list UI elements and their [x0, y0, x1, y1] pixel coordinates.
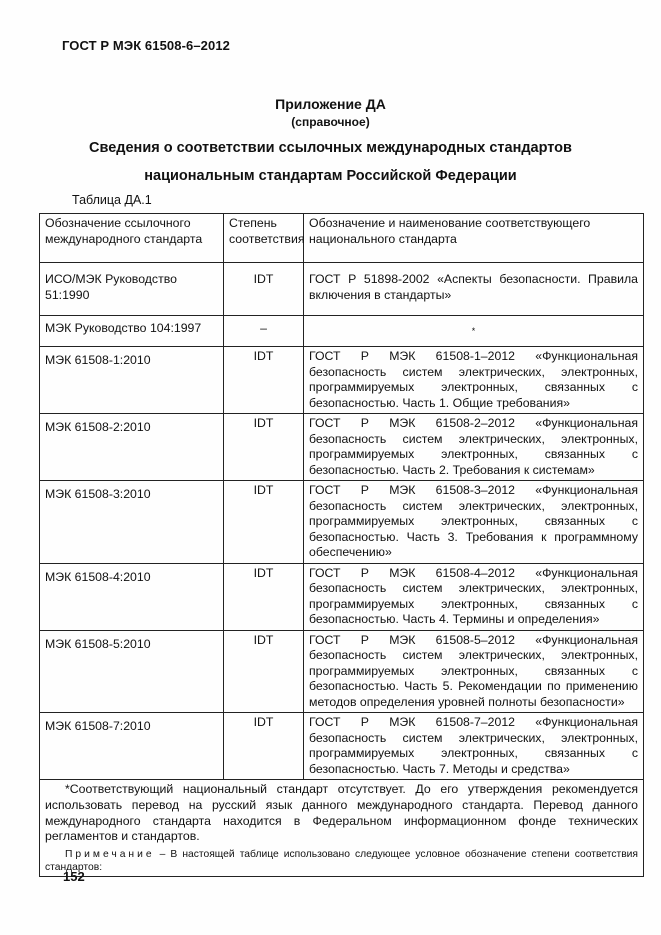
- table-note: [45, 848, 638, 874]
- document-code: ГОСТ Р МЭК 61508-6–2012: [62, 38, 230, 53]
- cell-degree: IDT: [224, 414, 304, 481]
- cell-degree: IDT: [224, 481, 304, 564]
- cell-ref: МЭК 61508-3:2010: [40, 481, 224, 564]
- column-header-degree: Степень соответствия: [224, 214, 304, 263]
- cell-national: *: [304, 316, 644, 347]
- appendix-subtitle: (справочное): [291, 115, 370, 129]
- note-label: Примечание: [65, 849, 155, 861]
- cell-national: ГОСТ Р МЭК 61508-5–2012 «Функциональная безопасность систем электрических, электронных, программируемых электронных, связанных с безопасностью. Часть 5. Рекомендации по применению методов определения уровней полноты безопасности»: [304, 630, 644, 713]
- table-footnote: *Соответствующий национальный стандарт отсутствует. До его утверждения рекомендуется использовать перевод на русский язык данного международного стандарта. Перевод данного международного стандарта находится в Федеральном информационном фонде технических регламентов и стандартов.: [45, 782, 638, 844]
- cell-ref: МЭК 61508-2:2010: [40, 414, 224, 481]
- column-header-national: Обозначение и наименование соответствующего национального стандарта: [304, 214, 644, 263]
- table-row: [40, 414, 644, 481]
- table-caption: Таблица ДА.1: [72, 193, 152, 207]
- table-row: [40, 630, 644, 713]
- table-row: [40, 563, 644, 630]
- cell-national: ГОСТ Р МЭК 61508-4–2012 «Функциональная безопасность систем электрических, электронных, программируемых электронных, связанных с безопасностью. Часть 4. Термины и определения»: [304, 563, 644, 630]
- page-number: 152: [63, 869, 85, 884]
- table-row: [40, 347, 644, 414]
- cell-degree: IDT: [224, 713, 304, 780]
- appendix-heading-line2: национальным стандартам Российской Федерации: [144, 168, 517, 184]
- cell-ref: МЭК 61508-5:2010: [40, 630, 224, 713]
- table-footnote-row: [40, 780, 644, 877]
- correspondence-table: [39, 213, 644, 877]
- cell-ref: ИСО/МЭК Руководство 51:1990: [40, 263, 224, 316]
- cell-ref: МЭК 61508-4:2010: [40, 563, 224, 630]
- table-row: [40, 316, 644, 347]
- table-row: [40, 713, 644, 780]
- cell-national: ГОСТ Р 51898-2002 «Аспекты безопасности. Правила включения в стандарты»: [304, 263, 644, 316]
- table-header-row: [40, 214, 644, 263]
- cell-degree: IDT: [224, 347, 304, 414]
- table-row: [40, 481, 644, 564]
- cell-degree: IDT: [224, 563, 304, 630]
- table-footnote-cell: [40, 780, 644, 877]
- cell-national: ГОСТ Р МЭК 61508-7–2012 «Функциональная безопасность систем электрических, электронных, программируемых электронных, связанных с безопасностью. Часть 7. Методы и средства»: [304, 713, 644, 780]
- cell-national: ГОСТ Р МЭК 61508-3–2012 «Функциональная безопасность систем электрических, электронных, программируемых электронных, связанных с безопасностью. Часть 3. Требования к программному обеспечению»: [304, 481, 644, 564]
- cell-degree: IDT: [224, 263, 304, 316]
- appendix-heading-line1: Сведения о соответствии ссылочных международных стандартов: [89, 140, 572, 156]
- cell-ref: МЭК 61508-1:2010: [40, 347, 224, 414]
- cell-national: ГОСТ Р МЭК 61508-2–2012 «Функциональная безопасность систем электрических, электронных, программируемых электронных, связанных с безопасностью. Часть 2. Требования к системам»: [304, 414, 644, 481]
- table-row: [40, 263, 644, 316]
- cell-degree: IDT: [224, 630, 304, 713]
- appendix-title: Приложение ДА: [275, 96, 386, 112]
- column-header-ref: Обозначение ссылочного международного стандарта: [40, 214, 224, 263]
- cell-national: ГОСТ Р МЭК 61508-1–2012 «Функциональная безопасность систем электрических, электронных, программируемых электронных, связанных с безопасностью. Часть 1. Общие требования»: [304, 347, 644, 414]
- note-text: – В настоящей таблице использовано следующее условное обозначение степени соответствия стандартов:: [45, 849, 638, 874]
- cell-ref: МЭК 61508-7:2010: [40, 713, 224, 780]
- cell-ref: МЭК Руководство 104:1997: [40, 316, 224, 347]
- cell-degree: –: [224, 316, 304, 347]
